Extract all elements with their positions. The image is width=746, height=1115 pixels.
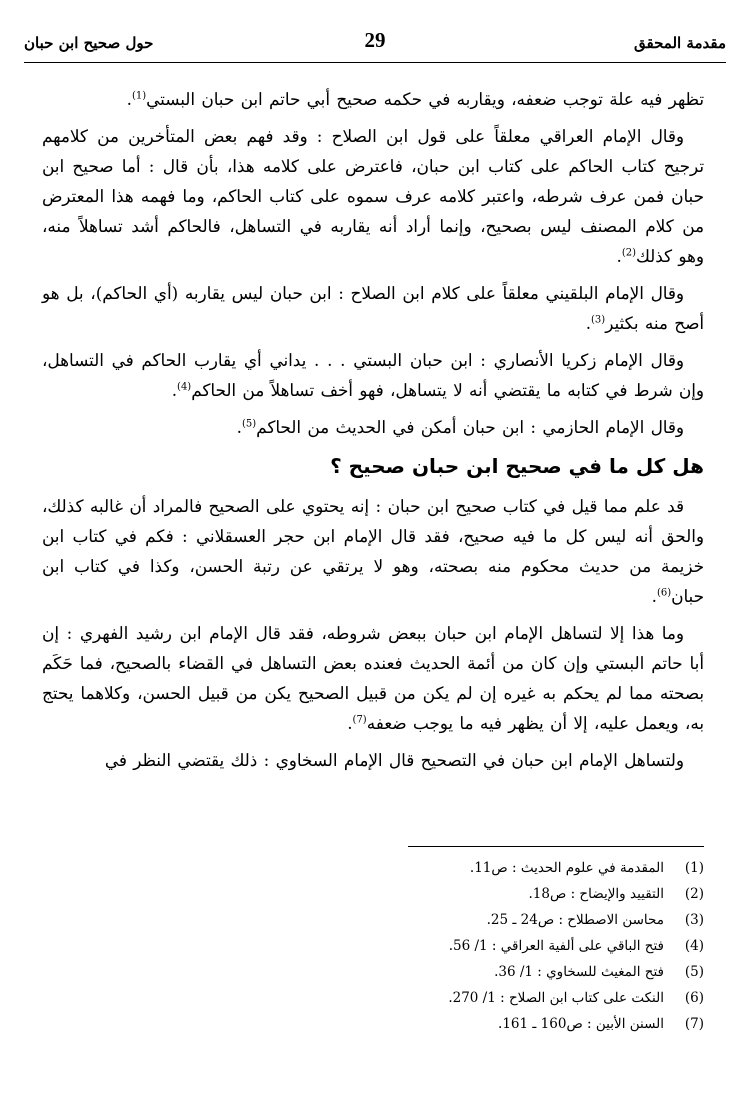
paragraph: وقال الإمام زكريا الأنصاري : ابن حبان البستي . . . يداني أي يقارب الحاكم في التساهل، وإن شرط في كتابه ما يقتضي أنه لا يتساهل، فهو أخف تساهلاً من الحاكم$^{(4)}$. [42,350,704,400]
footnote-text: محاسن الاصطلاح : ص24 ـ 25. [486,912,664,928]
footnote-text: التقييد والإيضاح : ص18. [528,886,664,902]
footnote-item [60,907,704,933]
footnote-divider [408,846,704,847]
footnotes [60,855,704,1037]
footnote-ref[interactable]: (5) [241,418,257,430]
paragraph: ولتساهل الإمام ابن حبان في التصحيح قال الإمام السخاوي : ذلك يقتضي النظر في [104,750,684,770]
footnote-number: ( 7 ) [674,1011,704,1037]
footnote-number: ( 5 ) [674,959,704,985]
footnote-text: المقدمة في علوم الحديث : ص11. [469,860,664,876]
footnote-ref[interactable]: (6) [656,587,672,599]
footnote-number: ( 4 ) [674,933,704,959]
footnote-item [60,959,704,985]
paragraph: تظهر فيه علة توجب ضعفه، ويقاربه في حكمه صحيح أبي حاتم ابن حبان البستي$^{(1)}$. [126,89,704,109]
running-header [24,28,726,63]
paragraph: وقال الإمام العراقي معلقاً على قول ابن الصلاح : وقد فهم بعض المتأخرين من كلامهم ترجيح كتاب الحاكم على كتاب ابن حبان، فاعترض على كلامه هذا، بأن قال : أما صحيح ابن حبان فمن عرف شرطه، واعتبر كلامه عرف سموه على كتاب الحاكم، وما فهمه هذا المعترض من كلام المصنف ليس بصحيح، وإنما أراد أنه يقاربه في التساهل، فالحاكم أشد تساهلاً منه، وهو كذلك$^{(2)}$. [42,126,704,266]
footnote-text: فتح المغيث للسخاوي : 1/ 36. [494,964,664,980]
footnote-number: ( 2 ) [674,881,704,907]
footnote-item [60,1011,704,1037]
header-book-title: حول صحيح ابن حبان [24,34,154,52]
main-text [42,84,704,782]
page-number: 29 [364,28,386,52]
footnote-number: ( 1 ) [674,855,704,881]
footnote-item [60,881,704,907]
footnote-item [60,933,704,959]
footnote-number: ( 3 ) [674,907,704,933]
footnote-number: ( 6 ) [674,985,704,1011]
paragraph: وقال الإمام البلقيني معلقاً على كلام ابن الصلاح : ابن حبان ليس يقاربه (أي الحاكم)، بل هو أصح منه بكثير$^{(3)}$. [42,283,704,333]
footnote-ref[interactable]: (2) [621,247,636,259]
footnote-text: فتح الباقي على ألفية العراقي : 1/ 56. [448,938,664,954]
footnote-ref[interactable]: (3) [591,314,606,326]
footnote-ref[interactable]: (1) [132,90,147,102]
footnote-item [60,985,704,1011]
section-heading: هل كل ما في صحيح ابن حبان صحيح ؟ [330,454,704,478]
footnote-ref[interactable]: (7) [352,714,367,726]
footnote-text: النكت على كتاب ابن الصلاح : 1/ 270. [448,990,664,1006]
paragraph: قد علم مما قيل في كتاب صحيح ابن حبان : إنه يحتوي على الصحيح فالمراد أن غالبه كذلك، والحق أنه ليس كل ما فيه صحيح، فقد قال الإمام ابن حجر العسقلاني : فكم في كتاب ابن خزيمة من حديث محكوم منه بصحته، وهو لا يرتقي عن رتبة الحسن، وكذا في كتاب ابن حبان$^{(6)}$. [42,496,704,606]
header-section-title: مقدمة المحقق [634,34,726,52]
footnote-item [60,855,704,881]
footnote-ref[interactable]: (4) [177,381,192,393]
footnote-text: السنن الأبين : ص160 ـ 161. [498,1016,664,1032]
paragraph: وقال الإمام الحازمي : ابن حبان أمكن في الحديث من الحاكم$^{(5)}$. [236,417,684,437]
paragraph: وما هذا إلا لتساهل الإمام ابن حبان ببعض شروطه، فقد قال الإمام ابن رشيد الفهري : إن أبا حاتم البستي وإن كان من أئمة الحديث فعنده بعض التساهل في القضاء بالصحيح، فما حَكَم بصحته مما لم يحكم به غيره إن لم يكن من قبيل الصحيح يكن من قبيل الحسن، وكلاهما يحتج به، ويعمل عليه، إلا أن يظهر فيه ما يوجب ضعفه$^{(7)}$. [42,623,704,733]
